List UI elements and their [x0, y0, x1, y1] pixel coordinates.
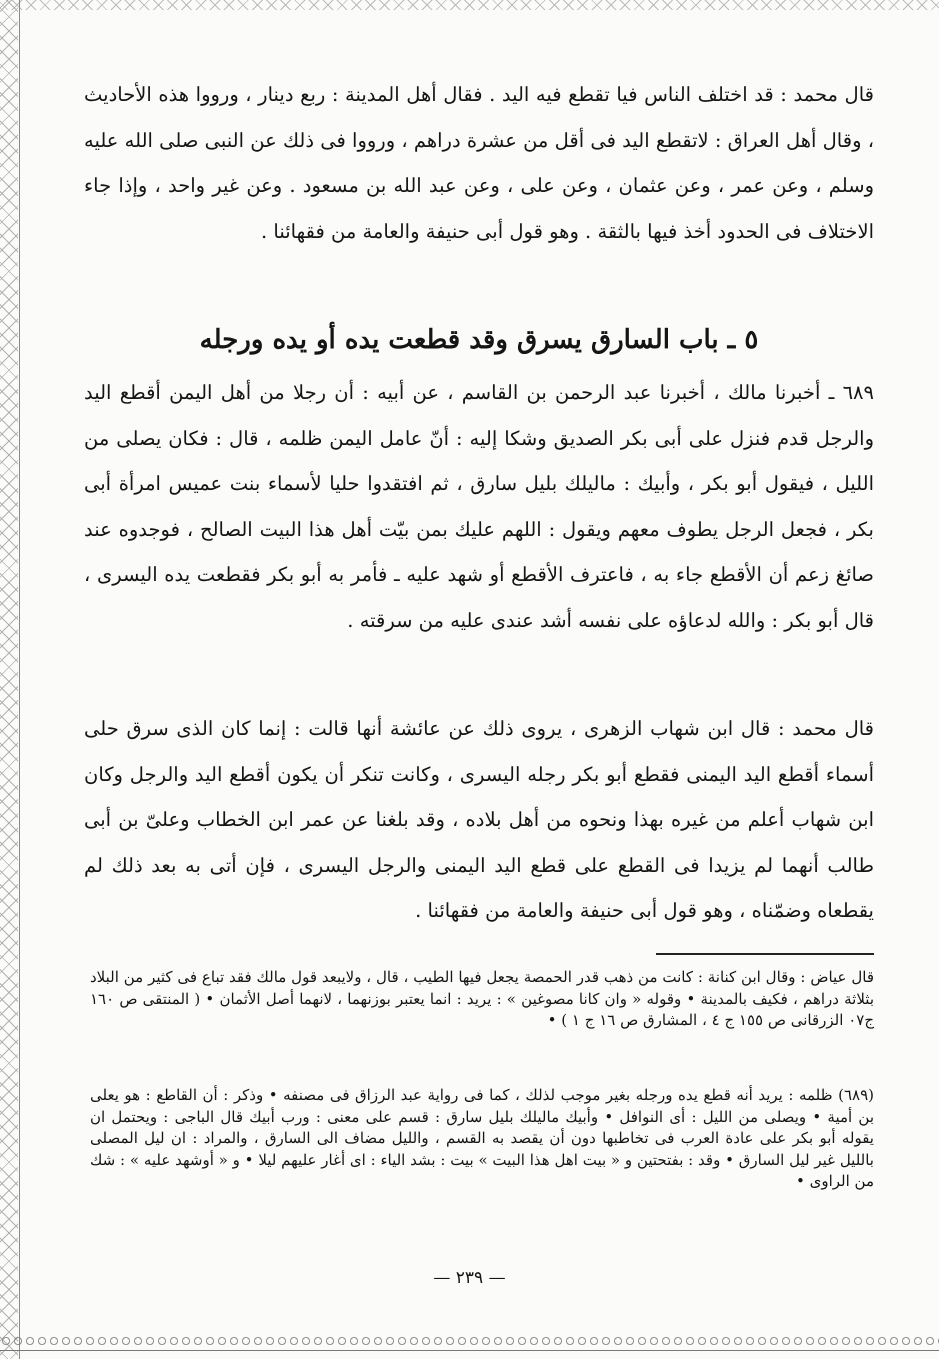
ornamental-border-top: [0, 0, 939, 10]
chapter-heading: ٥ ـ باب السارق يسرق وقد قطعت يده أو يده ورجله: [199, 325, 759, 355]
paragraph-1-text: قال محمد : قد اختلف الناس فيا تقطع فيه اليد . فقال أهل المدينة : ربع دينار ، ورووا هذه الأحاديث ، وقال أهل العراق : لاتقطع اليد فى أقل من عشرة دراهم ، ورووا فى ذلك عن النبى صلى الله عليه وسلم ، وعن عمر ، وعن عثمان ، وعن على ، وعن عبد الله بن مسعود . وعن غير واحد ، وإذا جاء الاختلاف فى الحدود أخذ فيها بالثقة . وهو قول أبى حنيفة والعامة من فقهائنا .: [84, 83, 874, 243]
paragraph-2: [84, 370, 874, 643]
border-rule-bottom: [0, 1350, 939, 1351]
ornamental-border-left: [0, 0, 18, 1359]
footnote-2-text: (٦٨٩) ظلمه : يريد أنه قطع يده ورجله بغير موجب لذلك ، كما فى رواية عبد الرزاق فى مصنفه • وذكر : أن القاطع : هو يعلى بن أمية • ويصلى من الليل : أى النوافل • وأبيك ماليلك بليل سارق : قسم على معنى : ورب أبيك قال الباجى : ويحتمل ان يقوله أبو بكر على عادة العرب فى تخاطبها دون أن يقصد به القسم ، والليل مضاف الى السارق ، والمراد : ان ليل المصلى بالليل غير ليل السارق • وقد : بفتحتين و « بيت اهل هذا البيت » بيت : بشد الياء : اى أغار عليهم ليلا • و « أوشهد عليه » : شك من الراوى •: [90, 1086, 874, 1190]
footnote-2: [90, 1085, 874, 1193]
ornamental-border-bottom: [0, 1334, 939, 1348]
paragraph-1: [84, 72, 874, 254]
paragraph-2-text: ٦٨٩ ـ أخبرنا مالك ، أخبرنا عبد الرحمن بن القاسم ، عن أبيه : أن رجلا من أهل اليمن أقطع اليد والرجل قدم فنزل على أبى بكر الصديق وشكا إليه : أنّ عامل اليمن ظلمه ، قال : فكان يصلى من الليل ، فيقول أبو بكر ، وأبيك : ماليلك بليل سارق ، ثم افتقدوا حليا لأسماء بنت عميس امرأة أبى بكر ، فجعل الرجل يطوف معهم ويقول : اللهم عليك بمن بيّت أهل هذا البيت الصالح ، فوجدوه عند صائغ زعم أن الأقطع جاء به ، فاعترف الأقطع أو شهد عليه ـ فأمر به أبو بكر فقطعت يده اليسرى ، قال أبو بكر : والله لدعاؤه على نفسه أشد عندى عليه من سرقته .: [84, 381, 874, 632]
paragraph-3-text: قال محمد : قال ابن شهاب الزهرى ، يروى ذلك عن عائشة أنها قالت : إنما كان الذى سرق حلى أسماء أقطع اليد اليمنى فقطع أبو بكر رجله اليسرى ، وكانت تنكر أن يكون أقطع اليد والرجل وكان ابن شهاب أعلم من غيره بهذا ونحوه من أهل بلاده ، وقد بلغنا عن عمر ابن الخطاب وعلىّ بن أبى طالب أنهما لم يزيدا فى القطع على قطع اليد اليمنى والرجل اليسرى ، فإن أتى به بعد ذلك لم يقطعاه وضمّناه ، وهو قول أبى حنيفة والعامة من فقهائنا .: [84, 717, 874, 922]
footnote-separator: [656, 953, 874, 955]
border-rule: [19, 0, 20, 1359]
page-number: — ٢٣٩ —: [433, 1268, 506, 1288]
footnote-1: [90, 967, 874, 1032]
paragraph-3: [84, 706, 874, 934]
footnote-1-text: قال عياض : وقال ابن كنانة : كانت من ذهب قدر الحمصة يجعل فيها الطيب ، قال ، ولايبعد قول مالك فقد تباع فى كثير من البلاد بثلاثة دراهم ، فكيف بالمدينة • وقوله « وان كانا مصوغين » : يريد : انما يعتبر بوزنهما ، لانهما أصل الأثمان • ( المنتقى ص ١٦٠ ج٠٧ الزرقانى ص ١٥٥ ج ٤ ، المشارق ص ١٦ ج ١ ) •: [90, 968, 874, 1029]
